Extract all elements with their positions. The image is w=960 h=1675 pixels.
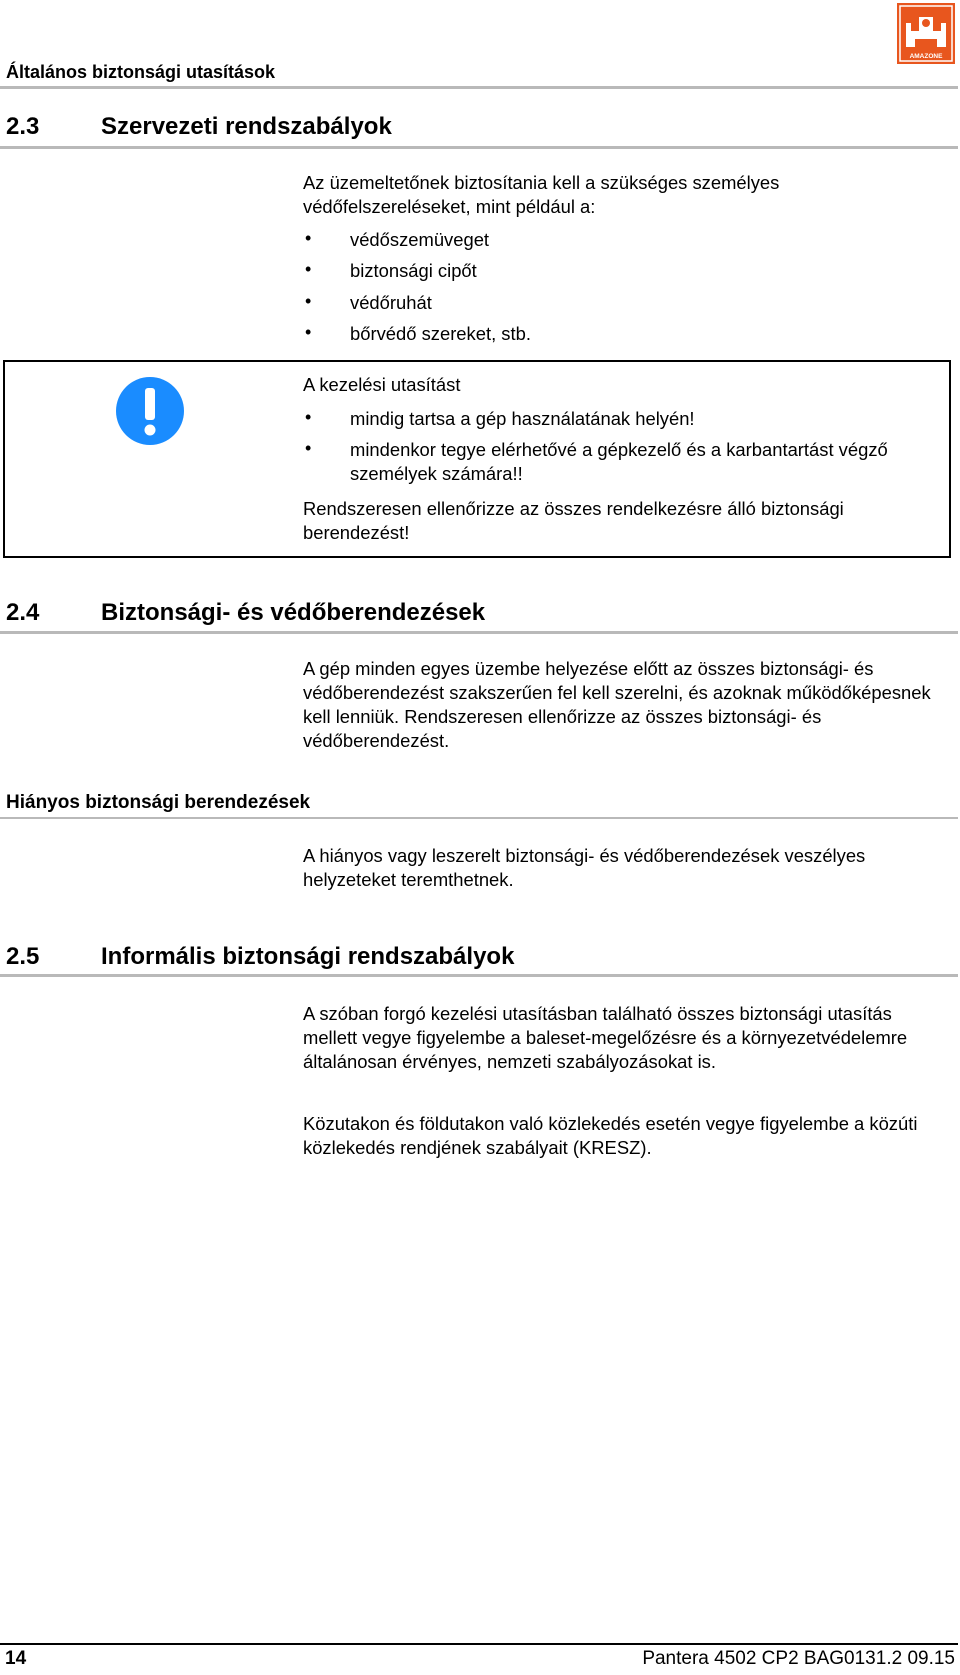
footer-rule [0, 1643, 958, 1645]
bullet: • [305, 259, 312, 279]
bullet: • [305, 291, 312, 311]
bullet: • [305, 438, 312, 458]
notice-item: mindig tartsa a gép használatának helyén! [350, 408, 695, 429]
section-number: 2.3 [6, 113, 40, 140]
section-number: 2.4 [6, 599, 40, 626]
notice-item: mindenkor tegye elérhetővé a gépkezelő és a karbantartást végző személyek számára!! [350, 439, 888, 484]
header-rule [0, 86, 958, 89]
list-item: védőruhát [350, 292, 432, 313]
section-title: Informális biztonsági rendszabályok [101, 943, 515, 970]
section-rule [0, 146, 958, 149]
side-heading-rule [0, 817, 958, 819]
bullet: • [305, 322, 312, 342]
section-title: Szervezeti rendszabályok [101, 113, 392, 140]
document-reference: Pantera 4502 CP2 BAG0131.2 09.15 [642, 1648, 955, 1669]
page-number: 14 [5, 1648, 27, 1669]
list-item: biztonsági cipőt [350, 260, 477, 281]
intro-paragraph: Az üzemeltetőnek biztosítania kell a szükséges személyes védőfelszereléseket, mint például a: [303, 172, 780, 217]
section-title: Biztonsági- és védőberendezések [101, 599, 486, 626]
amazone-logo [897, 3, 955, 64]
side-heading: Hiányos biztonsági berendezések [6, 792, 311, 813]
running-header: Általános biztonsági utasítások [6, 62, 276, 82]
list-item: bőrvédő szereket, stb. [350, 323, 531, 344]
side-paragraph: A hiányos vagy leszerelt biztonsági- és védőberendezések veszélyes helyzeteket teremthetnek. [303, 845, 866, 890]
logo-text: AMAZONE [909, 53, 943, 60]
section-paragraph: Közutakon és földutakon való közlekedés esetén vegye figyelembe a közúti közlekedés rendjének szabályait (KRESZ). [303, 1113, 918, 1158]
notice-lead: A kezelési utasítást [303, 374, 461, 395]
exclamation-icon [114, 375, 186, 447]
notice-closing: Rendszeresen ellenőrizze az összes rendelkezésre álló biztonsági berendezést! [303, 498, 844, 543]
section-paragraph: A gép minden egyes üzembe helyezése előtt az összes biztonsági- és védőberendezést szakszerűen fel kell szerelni, és azoknak működőképesnek kell lenniük. Rendszeresen ellenőrizze az összes biztonsági- és védőberendezést. [303, 658, 931, 751]
section-rule [0, 974, 958, 977]
list-item: védőszemüveget [350, 229, 490, 250]
section-number: 2.5 [6, 943, 40, 970]
section-paragraph: A szóban forgó kezelési utasításban található összes biztonsági utasítás mellett vegye figyelembe a baleset-megelőzésre és a környezetvédelemre általánosan érvényes, nemzeti szabályozásokat is. [303, 1003, 908, 1072]
section-heading-2-4 [6, 599, 906, 629]
bullet: • [305, 228, 312, 248]
section-heading-2-5 [6, 943, 906, 973]
section-heading-2-3 [6, 113, 906, 143]
bullet: • [305, 407, 312, 427]
section-rule [0, 631, 958, 634]
